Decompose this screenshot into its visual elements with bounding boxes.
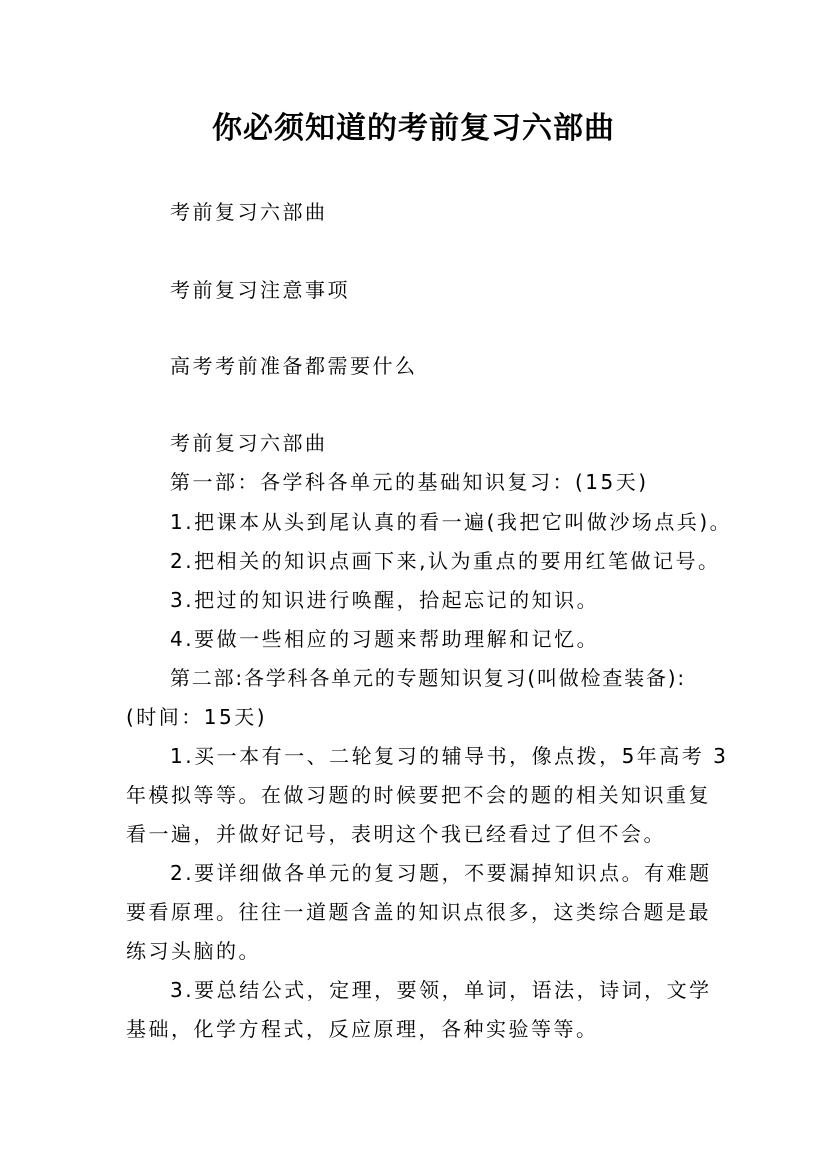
part2-item1-line: 1.买一本有一、二轮复习的辅导书，像点拨，5年高考 3: [170, 744, 729, 768]
part1-item: 4.要做一些相应的习题来帮助理解和记忆。: [170, 627, 600, 651]
toc-item: 高考考前准备都需要什么: [170, 354, 418, 378]
part1-item: 3.把过的知识进行唤醒，拾起忘记的知识。: [170, 588, 600, 612]
part1-heading: 第一部：各学科各单元的基础知识复习：(15天): [170, 470, 649, 494]
toc-item: 考前复习注意事项: [170, 278, 350, 302]
part2-item3-line: 基础，化学方程式，反应原理，各种实验等等。: [126, 1017, 599, 1041]
part2-item1-line: 年模拟等等。在做习题的时候要把不会的题的相关知识重复: [126, 783, 711, 807]
part2-item2-line: 要看原理。往往一道题含盖的知识点很多，这类综合题是最: [126, 900, 711, 924]
part2-item2-line: 练习头脑的。: [126, 939, 261, 963]
part1-item: 2.把相关的知识点画下来,认为重点的要用红笔做记号。: [170, 549, 721, 573]
part2-item1-line: 看一遍，并做好记号，表明这个我已经看过了但不会。: [126, 822, 666, 846]
part2-item3-line: 3.要总结公式，定理，要领，单词，语法，诗词，文学: [170, 978, 712, 1002]
section-heading: 考前复习六部曲: [170, 431, 328, 455]
toc-item: 考前复习六部曲: [170, 200, 328, 224]
document-title: 你必须知道的考前复习六部曲: [212, 111, 615, 146]
part1-item: 1.把课本从头到尾认真的看一遍(我把它叫做沙场点兵)。: [170, 510, 733, 534]
part2-heading: 第二部:各学科各单元的专题知识复习(叫做检查装备):: [170, 666, 686, 690]
part2-item2-line: 2.要详细做各单元的复习题，不要漏掉知识点。有难题: [170, 861, 712, 885]
part2-heading-cont: (时间：15天): [126, 705, 268, 729]
